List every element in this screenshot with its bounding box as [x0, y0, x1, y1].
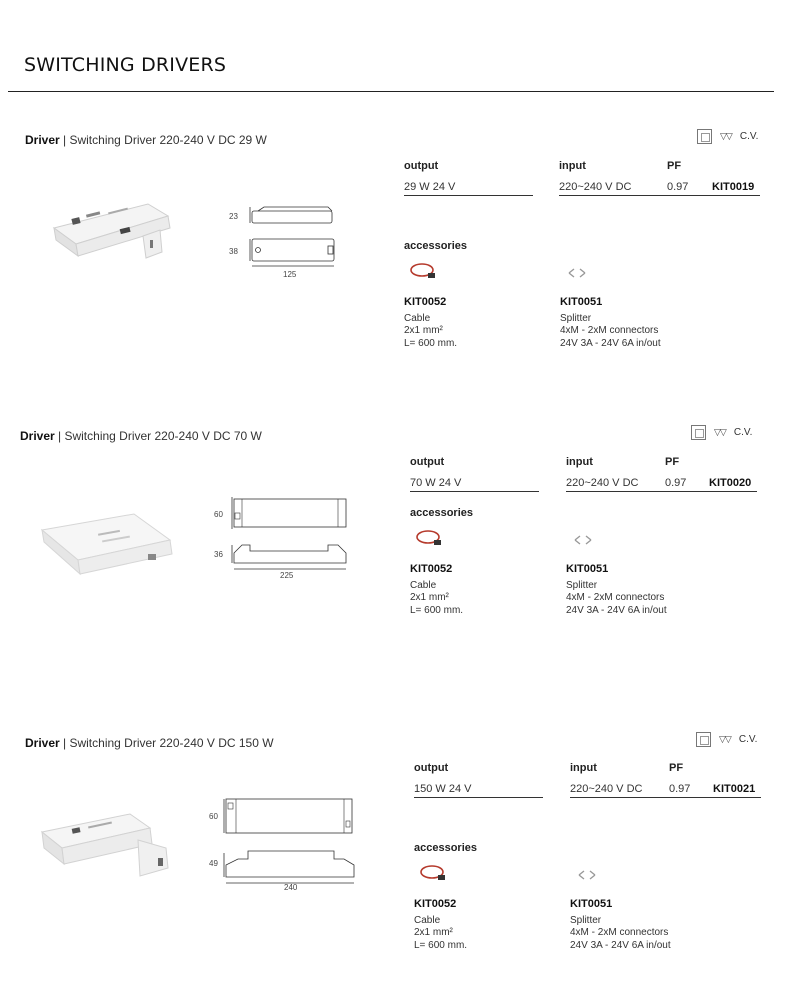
- spec-rule-output: [404, 195, 533, 196]
- input-value: 220~240 V DC: [570, 783, 643, 795]
- accessory-line: 4xM - 2xM connectors: [570, 927, 669, 938]
- dimension-drawing: [228, 495, 353, 575]
- accessory-splitter: [570, 898, 730, 952]
- accessory-line: Cable: [404, 312, 431, 324]
- accessory-line: 2x1 mm²: [410, 592, 449, 603]
- accessory-line: Cable: [410, 579, 437, 591]
- pf-value: 0.97: [665, 477, 687, 489]
- accessory-line: 4xM - 2xM connectors: [560, 325, 659, 336]
- class-ii-icon: [697, 129, 712, 144]
- input-header: input: [559, 160, 586, 172]
- product-code: KIT0019: [712, 181, 755, 193]
- product-heading: [20, 429, 262, 443]
- spec-rule-input: [559, 195, 760, 196]
- pf-value: 0.97: [667, 181, 689, 193]
- class-ii-icon: [696, 732, 711, 747]
- accessory-line: L= 600 mm.: [404, 337, 458, 349]
- heading-description: | Switching Driver 220-240 V DC 70 W: [54, 429, 262, 443]
- accessory-cable: [404, 296, 564, 350]
- accessory-code: KIT0051: [566, 563, 609, 575]
- accessory-code: KIT0051: [560, 296, 603, 308]
- product-heading: [25, 736, 274, 750]
- dimension-drawing: [240, 205, 350, 275]
- badge-group: [696, 732, 757, 747]
- indoor-use-icon: ▽▽: [714, 427, 726, 437]
- accessory-splitter: [560, 296, 720, 350]
- splitter-icon: [572, 534, 594, 546]
- heading-type: Driver: [25, 133, 60, 147]
- accessory-line: Cable: [414, 914, 441, 926]
- input-value: 220~240 V DC: [566, 477, 639, 489]
- output-value: 29 W 24 V: [404, 181, 456, 193]
- accessory-cable: [410, 563, 570, 617]
- dimension-length: 240: [284, 883, 298, 892]
- constant-voltage-label: C.V.: [738, 734, 758, 745]
- dimension-width: 49: [209, 859, 218, 868]
- product-code: KIT0021: [713, 783, 756, 795]
- indoor-use-icon: ▽▽: [719, 734, 731, 744]
- splitter-icon: [576, 869, 598, 881]
- accessory-line: 2x1 mm²: [404, 325, 443, 336]
- pf-header: PF: [669, 762, 684, 774]
- product-code: KIT0020: [709, 477, 752, 489]
- product-photo: [38, 510, 178, 585]
- heading-description: | Switching Driver 220-240 V DC 29 W: [59, 133, 267, 147]
- accessory-line: 24V 3A - 24V 6A in/out: [566, 604, 667, 616]
- dimension-height: 23: [229, 212, 238, 221]
- accessories-title: accessories: [410, 507, 473, 519]
- accessory-line: Splitter: [566, 579, 598, 591]
- page-title: SWITCHING DRIVERS: [24, 54, 227, 76]
- output-value: 150 W 24 V: [414, 783, 472, 795]
- accessory-line: 24V 3A - 24V 6A in/out: [560, 337, 661, 349]
- spec-rule-input: [566, 491, 757, 492]
- badge-group: [697, 129, 758, 144]
- accessory-code: KIT0051: [570, 898, 613, 910]
- pf-value: 0.97: [669, 783, 691, 795]
- accessory-code: KIT0052: [414, 898, 457, 910]
- accessory-line: 2x1 mm²: [414, 927, 453, 938]
- accessory-splitter: [566, 563, 726, 617]
- dimension-drawing: [220, 795, 360, 890]
- class-ii-icon: [691, 425, 706, 440]
- output-value: 70 W 24 V: [410, 477, 462, 489]
- spec-rule-input: [570, 797, 761, 798]
- dimension-height: 60: [209, 812, 218, 821]
- product-photo: [48, 200, 178, 280]
- spec-rule-output: [414, 797, 543, 798]
- output-header: output: [410, 456, 445, 468]
- accessory-line: 4xM - 2xM connectors: [566, 592, 665, 603]
- dimension-width: 38: [229, 247, 238, 256]
- splitter-icon: [566, 267, 588, 279]
- accessory-line: Splitter: [570, 914, 602, 926]
- cable-icon: [414, 528, 444, 548]
- output-header: output: [414, 762, 449, 774]
- dimension-length: 125: [283, 270, 297, 279]
- badge-group: [691, 425, 752, 440]
- heading-description: | Switching Driver 220-240 V DC 150 W: [59, 736, 274, 750]
- accessory-line: 24V 3A - 24V 6A in/out: [570, 939, 671, 951]
- cable-icon: [418, 863, 448, 883]
- accessory-line: L= 600 mm.: [414, 939, 468, 951]
- dimension-width: 36: [214, 550, 223, 559]
- cable-icon: [408, 261, 438, 281]
- dimension-length: 225: [280, 571, 294, 580]
- accessory-code: KIT0052: [404, 296, 447, 308]
- pf-header: PF: [667, 160, 682, 172]
- output-header: output: [404, 160, 439, 172]
- dimension-height: 60: [214, 510, 223, 519]
- spec-rule-output: [410, 491, 539, 492]
- heading-type: Driver: [25, 736, 60, 750]
- input-header: input: [570, 762, 597, 774]
- accessory-code: KIT0052: [410, 563, 453, 575]
- constant-voltage-label: C.V.: [733, 427, 753, 438]
- accessory-cable: [414, 898, 574, 952]
- accessory-line: Splitter: [560, 312, 592, 324]
- heading-type: Driver: [20, 429, 55, 443]
- pf-header: PF: [665, 456, 680, 468]
- product-photo: [38, 810, 178, 890]
- input-header: input: [566, 456, 593, 468]
- input-value: 220~240 V DC: [559, 181, 632, 193]
- accessories-title: accessories: [404, 240, 467, 252]
- constant-voltage-label: C.V.: [739, 131, 759, 142]
- indoor-use-icon: ▽▽: [720, 131, 732, 141]
- title-divider: [8, 91, 774, 92]
- accessory-line: L= 600 mm.: [410, 604, 464, 616]
- product-heading: [25, 133, 267, 147]
- accessories-title: accessories: [414, 842, 477, 854]
